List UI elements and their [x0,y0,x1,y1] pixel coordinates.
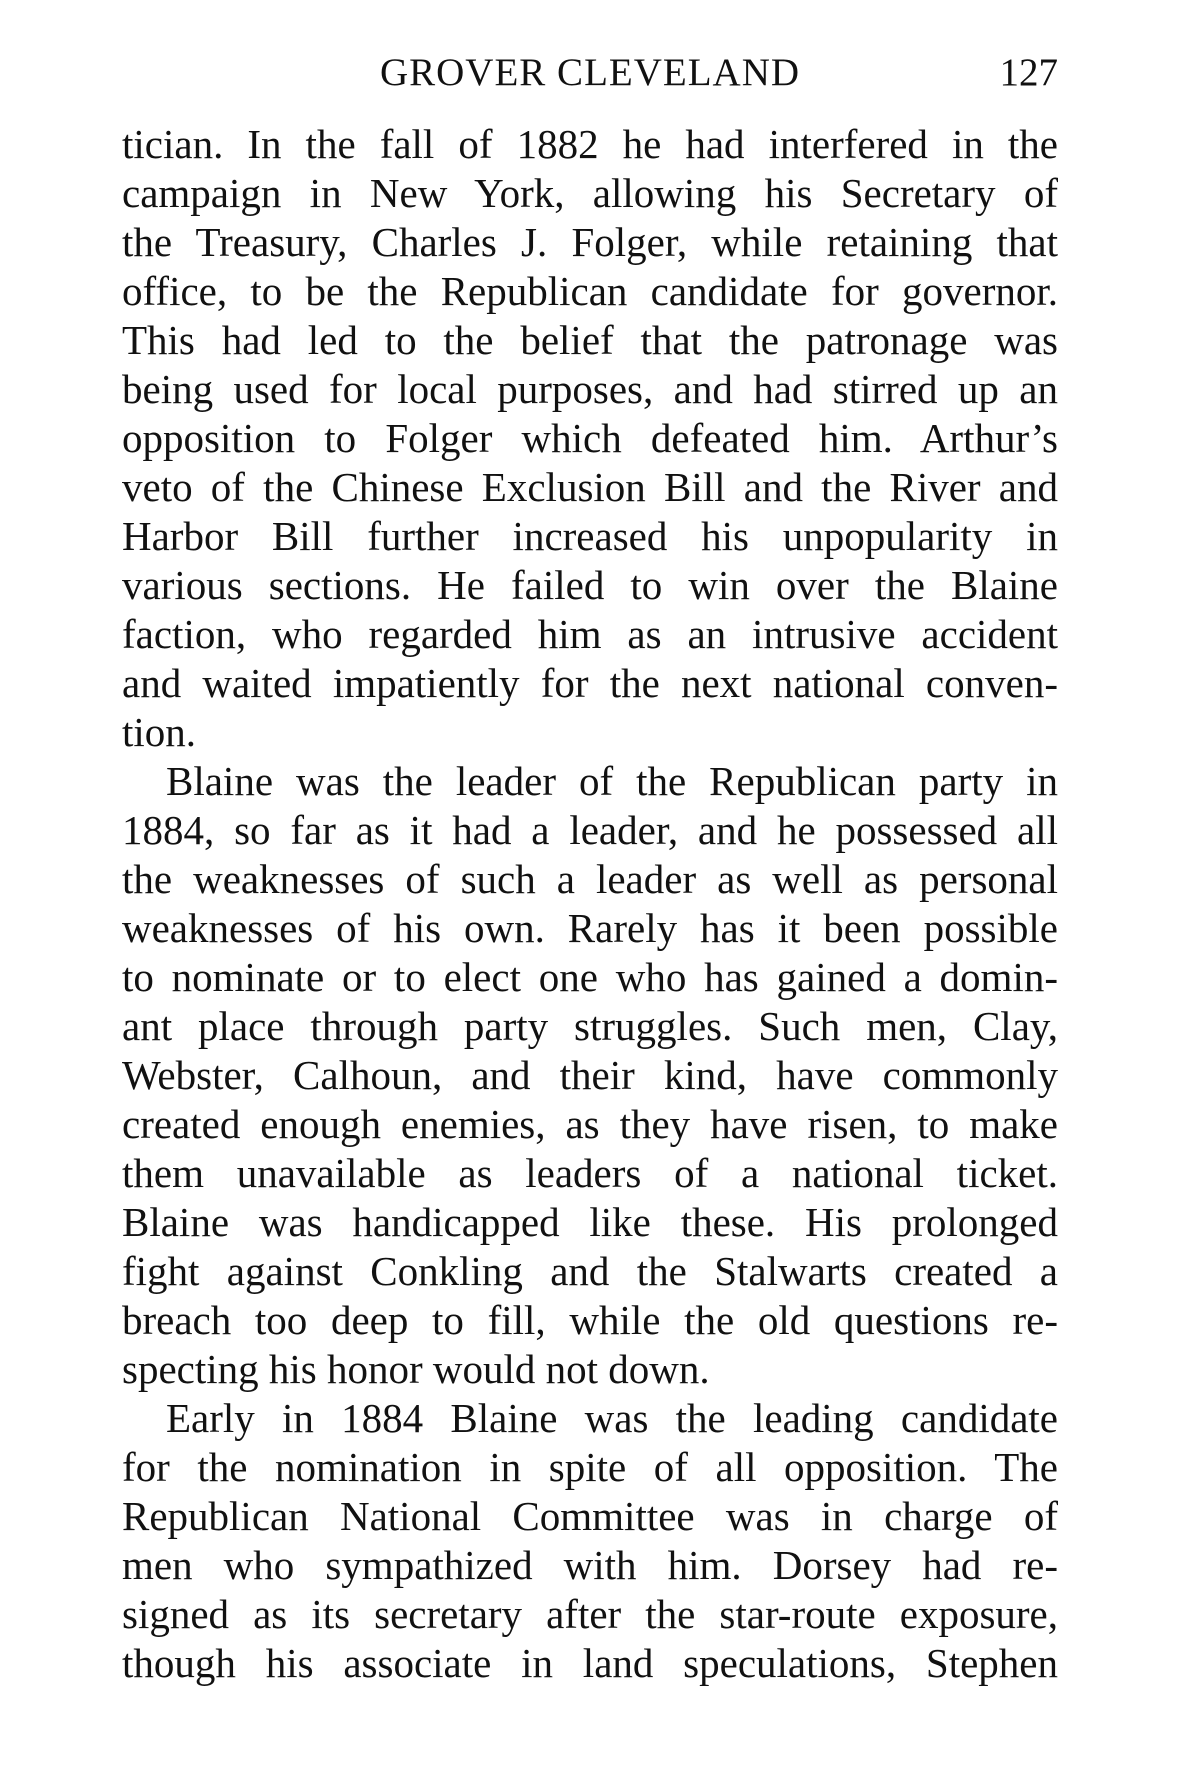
text-line: them unavailable as leaders of a national ticket. [122,1150,1058,1196]
paragraph-2 [122,757,1058,1394]
paragraph-3 [122,1394,1058,1688]
text-line: being used for local purposes, and had stirred up an [122,366,1058,412]
text-line: various sections. He failed to win over the Blaine [122,562,1058,608]
text-line: Republican National Committee was in charge of [122,1493,1058,1539]
text-line: tician. In the fall of 1882 he had interfered in the [122,121,1058,167]
text-line: Blaine was the leader of the Republican party in [166,758,1058,804]
text-line: Blaine was handicapped like these. His prolonged [122,1199,1058,1245]
text-line: faction, who regarded him as an intrusive accident [122,611,1058,657]
text-line: and waited impatiently for the next national conven- [122,660,1058,706]
paragraph-1 [122,120,1058,757]
page-number: 127 [999,51,1058,94]
text-line: 1884, so far as it had a leader, and he possessed all [122,807,1058,853]
text-line: the weaknesses of such a leader as well as personal [122,856,1058,902]
text-line: campaign in New York, allowing his Secretary of [122,170,1058,216]
text-line: office, to be the Republican candidate for governor. [122,268,1058,314]
text-line: ant place through party struggles. Such men, Clay, [122,1003,1058,1049]
text-line: for the nomination in spite of all opposition. The [122,1444,1058,1490]
text-line: to nominate or to elect one who has gained a domin- [122,954,1058,1000]
text-line: the Treasury, Charles J. Folger, while retaining that [122,219,1058,265]
text-line: signed as its secretary after the star-route exposure, [122,1591,1058,1637]
text-line: opposition to Folger which defeated him. Arthur’s [122,415,1058,461]
text-line: veto of the Chinese Exclusion Bill and the River and [122,464,1058,510]
text-line: This had led to the belief that the patronage was [122,317,1058,363]
text-line: specting his honor would not down. [122,1346,710,1392]
text-line: breach too deep to fill, while the old questions re- [122,1297,1058,1343]
text-line: Harbor Bill further increased his unpopularity in [122,513,1058,559]
text-line: fight against Conkling and the Stalwarts created a [122,1248,1058,1294]
text-line: tion. [122,709,197,755]
running-title: GROVER CLEVELAND [379,51,801,94]
text-line: weaknesses of his own. Rarely has it been possible [122,905,1058,951]
text-line: Early in 1884 Blaine was the leading candidate [166,1395,1058,1441]
text-line: Webster, Calhoun, and their kind, have commonly [122,1052,1058,1098]
text-line: created enough enemies, as they have risen, to make [122,1101,1058,1147]
page-header [122,48,1058,98]
text-line: though his associate in land speculations, Stephen [122,1640,1058,1686]
text-line: men who sympathized with him. Dorsey had re- [122,1542,1058,1588]
body-text [122,120,1058,1688]
